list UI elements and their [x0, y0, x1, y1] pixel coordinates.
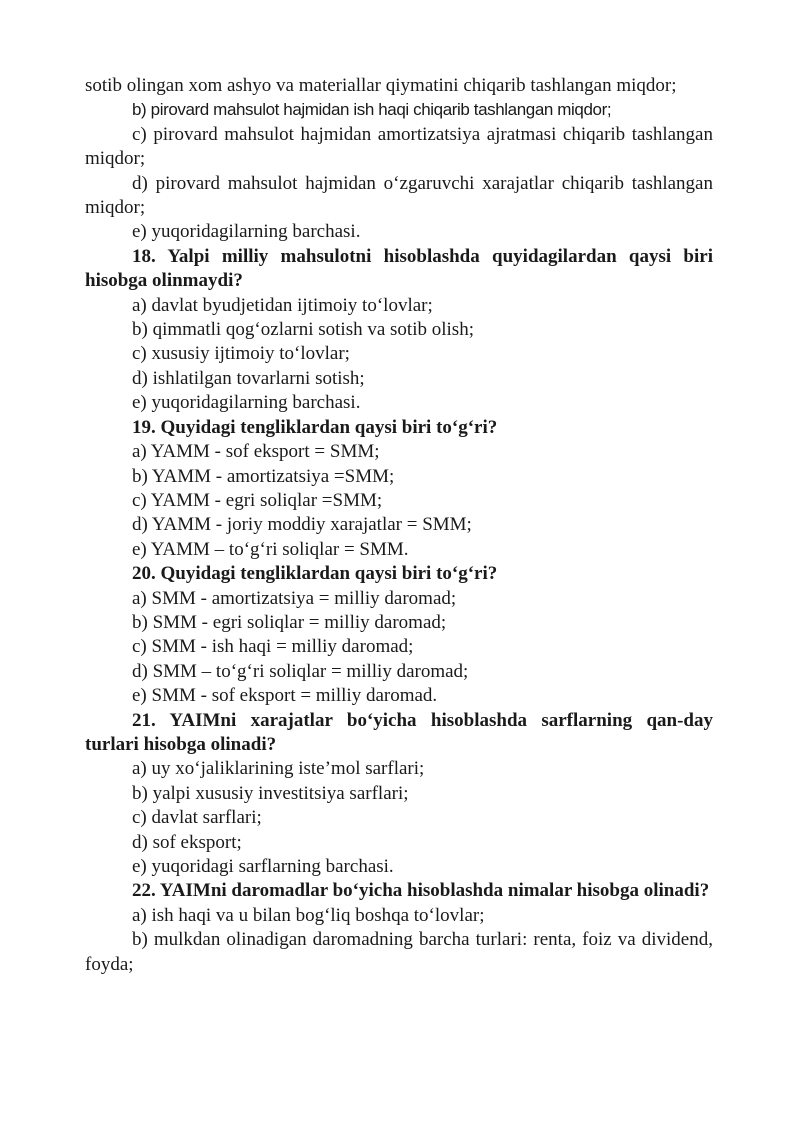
q21-option-d: d) sof eksport; [132, 831, 242, 853]
q20-option-d: d) SMM – to‘g‘ri soliqlar = milliy daromad; [132, 660, 469, 682]
q21-option-e: e) yuqoridagi sarflarning barchasi. [132, 856, 394, 877]
option-d-prev: d) pirovard mahsulot hajmidan o‘zgaruvchi xarajatlar chiqarib tashlangan miqdor; [85, 172, 713, 219]
q19-option-d: d) YAMM - joriy moddiy xarajatlar = SMM; [132, 514, 472, 536]
continuation-line: sotib olingan xom ashyo va materiallar qiymatini chiqarib tashlangan miqdor; [85, 75, 677, 96]
document-page [85, 74, 713, 977]
option-e-prev: e) yuqoridagilarning barchasi. [132, 221, 361, 243]
q18-option-e: e) yuqoridagilarning barchasi. [132, 392, 361, 414]
q21-option-c: c) davlat sarflari; [132, 807, 262, 829]
q19-option-c: c) YAMM - egri soliqlar =SMM; [132, 489, 383, 511]
q22-option-a: a) ish haqi va u bilan bog‘liq boshqa to‘lovlar; [132, 904, 485, 926]
q21-option-b: b) yalpi xususiy investitsiya sarflari; [132, 782, 409, 804]
q18-option-b: b) qimmatli qog‘ozlarni sotish va sotib olish; [132, 319, 474, 341]
q22-option-b: b) mulkdan olinadigan daromadning barcha turlari: renta, foiz va dividend, foyda; [85, 929, 713, 975]
q18-option-c: c) xususiy ijtimoiy to‘lovlar; [132, 343, 350, 365]
question-19-title: 19. Quyidagi tengliklardan qaysi biri to‘g‘ri? [132, 416, 498, 438]
q20-option-e: e) SMM - sof eksport = milliy daromad. [132, 685, 438, 707]
q20-option-c: c) SMM - ish haqi = milliy daromad; [132, 636, 414, 658]
q21-option-a: a) uy xo‘jaliklarining iste’mol sarflari; [132, 758, 425, 780]
q18-option-d: d) ishlatilgan tovarlarni sotish; [132, 367, 365, 389]
q18-option-a: a) davlat byudjetidan ijtimoiy to‘lovlar; [132, 294, 433, 316]
q19-option-a: a) YAMM - sof eksport = SMM; [132, 441, 380, 463]
q19-option-b: b) YAMM - amortizatsiya =SMM; [132, 465, 395, 487]
q20-option-b: b) SMM - egri soliqlar = milliy daromad; [132, 611, 447, 633]
question-21-title: 21. YAIMni xarajatlar bo‘yicha hisoblashda sarflarning qan-day turlari hisobga olinadi? [85, 709, 713, 755]
q19-option-e: e) YAMM – to‘g‘ri soliqlar = SMM. [132, 538, 409, 560]
option-b-prev: b) pirovard mahsulot hajmidan ish haqi chiqarib tashlangan miqdor; [132, 100, 612, 120]
option-c-prev: c) pirovard mahsulot hajmidan amortizatsiya ajratmasi chiqarib tashlangan miqdor; [85, 123, 713, 170]
q20-option-a: a) SMM - amortizatsiya = milliy daromad; [132, 587, 457, 609]
question-20-title: 20. Quyidagi tengliklardan qaysi biri to‘g‘ri? [132, 563, 498, 585]
question-18-title: 18. Yalpi milliy mahsulotni hisoblashda quyidagilardan qaysi biri hisobga olinmaydi? [85, 245, 713, 292]
question-22-title: 22. YAIMni daromadlar bo‘yicha hisoblashda nimalar hisobga olinadi? [132, 880, 710, 902]
